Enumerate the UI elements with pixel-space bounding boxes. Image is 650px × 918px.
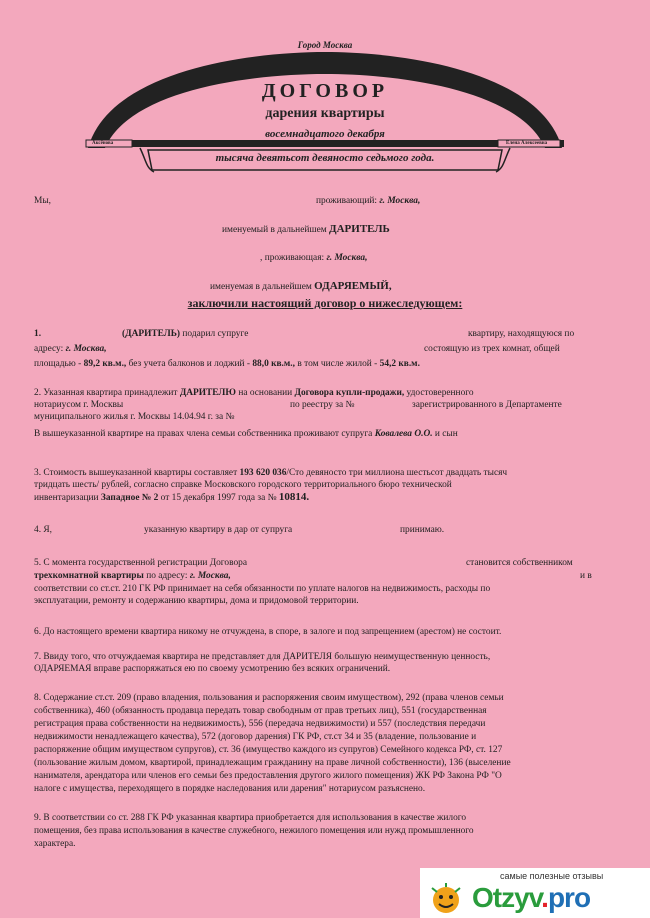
p8-line-3: регистрация права собственности на недвижимость), 556 (передача недвижимости) и 557 (последствия передачи: [34, 719, 486, 729]
residing-label-2: , проживающая:: [260, 253, 325, 263]
residing-city-1: г. Москва,: [379, 196, 421, 206]
p5-apartment: трехкомнатной квартиры: [34, 571, 144, 581]
named-prefix-1: именуемый в дальнейшем: [222, 225, 327, 235]
residing-label-1: проживающий:: [316, 196, 377, 206]
p8-line-1: 8. Содержание ст.ст. 209 (право владения, пользования и распоряжения своим имуществом), 292 (права членов семьи: [34, 693, 504, 703]
p2-text-c1: муниципального жилья г. Москвы 14.04.94 г. за №: [34, 412, 235, 422]
otzyv-watermark[interactable]: [420, 868, 650, 918]
p1-line-1: [34, 328, 41, 340]
p5-line-2: [34, 570, 231, 582]
p8-line-2: собственника), 460 (обязанность продавца передать товар свободным от прав третьих лиц), 551 (государственная: [34, 706, 487, 716]
p2-donor: ДАРИТЕЛЮ: [179, 388, 236, 398]
watermark-brand-dot: .: [541, 882, 548, 913]
p2-spouse-name: Ковалева О.О.: [374, 429, 433, 439]
p3-line-1: [34, 467, 507, 479]
document-subtitle: дарения квартиры: [265, 106, 385, 121]
p1-donor: (ДАРИТЕЛЬ): [122, 329, 181, 339]
p9-line-3: характера.: [34, 839, 76, 849]
watermark-tagline: самые полезные отзывы: [500, 871, 604, 881]
date-line-2: тысяча девятьсот девяносто седьмого года.: [215, 152, 435, 164]
named-donor: ДАРИТЕЛЬ: [329, 223, 390, 235]
caption-right: Елена Алексеевна: [506, 141, 548, 146]
p2-text-b3: зарегистрированного в Департаменте: [412, 400, 562, 410]
p5-text-a1: 5. С момента государственной регистрации Договора: [34, 558, 248, 568]
p2-text-d3: и сын: [434, 429, 458, 439]
p1-number: 1.: [34, 329, 42, 339]
p2-text-d1: В вышеуказанной квартире на правах члена семьи собственника проживают супруга: [34, 429, 373, 439]
parties-named-1: [222, 223, 390, 236]
parties-residing-2: [260, 252, 367, 264]
watermark-mascot-icon: [424, 882, 468, 916]
p1-area-living: 54,2 кв.м.: [379, 359, 420, 369]
p2-contract: Договора купли-продажи,: [294, 388, 405, 398]
p3-text-c3: от 15 декабря 1997 года за №: [160, 493, 277, 503]
parties-we: Мы,: [34, 196, 51, 206]
p8-line-7: нанимателя, арендатора или членов его семьи без предоставления другого жилого помещения) ЖК РФ Закона РФ "О: [34, 771, 502, 781]
p1-area-no-balcony: 88,0 кв.м.,: [252, 359, 295, 369]
p7-text-b1: ОДАРЯЕМАЯ вправе распоряжаться ею по своему усмотрению без всяких ограничений.: [34, 664, 391, 674]
p4-text-a3: принимаю.: [400, 525, 445, 535]
p3-line-3: [34, 491, 309, 504]
p3-text-c1: инвентаризации: [34, 493, 99, 503]
watermark-brand-pro: pro: [547, 882, 591, 913]
p9-line-2: помещения, без права использования в качестве служебного, нежилого помещения или нужд промышленного: [34, 826, 474, 836]
p3-bureau: Западное № 2: [100, 493, 159, 503]
p2-text-b2: по реестру за №: [290, 400, 355, 410]
p1-address: г. Москва,: [65, 344, 107, 354]
p2-line-4: [34, 428, 458, 440]
agreement-heading: заключили настоящий договор о нижеследующем:: [187, 296, 463, 310]
p5-text-d1: эксплуатации, ремонту и содержанию квартиры, дома и придомовой территории.: [34, 596, 359, 606]
p6-text: 6. До настоящего времени квартира никому не отчуждена, в споре, в залоге и под запрещением (арестом) не состоит.: [34, 627, 502, 637]
parties-named-2: [210, 280, 392, 293]
p5-text-a2: становится собственником: [466, 558, 573, 568]
p1-text-b3: состоящую из трех комнат, общей: [424, 344, 560, 354]
p1-line-1b: [122, 328, 248, 340]
p7-text-a1: 7. Ввиду того, что отчуждаемая квартира не представляет для ДАРИТЕЛЯ большую неимущественную ценность,: [34, 652, 491, 662]
p1-text-a2: квартиру, находящуюся по: [468, 329, 575, 339]
header-bar: [86, 140, 564, 147]
watermark-brand: [472, 882, 590, 914]
p1-text-b1: адресу:: [34, 344, 64, 354]
p5-text-b4: и в: [580, 571, 592, 581]
p1-text-a1: подарил супруге: [182, 329, 249, 339]
caption-left: Аксёнова: [92, 141, 114, 146]
parties-residing-1: [316, 195, 420, 207]
named-recipient: ОДАРЯЕМЫЙ,: [314, 280, 392, 292]
p2-line-1: [34, 387, 474, 399]
p1-text-c3: без учета балконов и лоджий -: [128, 359, 250, 369]
p5-address: г. Москва,: [189, 571, 231, 581]
p1-line-3: [34, 358, 420, 370]
p4-text-a1: 4. Я,: [34, 525, 52, 535]
watermark-brand-main: Otzyv: [472, 882, 542, 913]
p1-line-2: [34, 343, 107, 355]
p3-cert-number: 10814.: [278, 491, 310, 503]
p2-text-a3: на основании: [238, 388, 293, 398]
p3-text-a1: 3. Стоимость вышеуказанной квартиры составляет: [34, 468, 238, 478]
p2-text-a1: 2. Указанная квартира принадлежит: [34, 388, 178, 398]
p5-text-c1: соответствии со ст.ст. 210 ГК РФ принимает на себя обязанности по уплате налогов на недвижимость, расходы по: [34, 584, 491, 594]
p4-text-a2: указанную квартиру в дар от супруга: [144, 525, 293, 535]
residing-city-2: г. Москва,: [326, 253, 368, 263]
p2-text-b1: нотариусом г. Москвы: [34, 400, 124, 410]
named-prefix-2: именуемая в дальнейшем: [210, 282, 312, 292]
p1-text-c1: площадью -: [34, 359, 82, 369]
header-city: Город Москва: [297, 40, 353, 50]
p2-text-a5: удостоверенного: [406, 388, 474, 398]
p5-text-b2: по адресу:: [146, 571, 188, 581]
p1-text-c5: в том числе жилой -: [297, 359, 378, 369]
p9-line-1: 9. В соответствии со ст. 288 ГК РФ указанная квартира приобретается для использования в качестве жилого: [34, 813, 467, 823]
p8-line-8: налоге с имущества, переходящего в порядке наследования или дарения" нотариусом разъяснено.: [34, 784, 426, 794]
p1-area-total: 89,2 кв.м.,: [83, 359, 127, 369]
p3-amount: 193 620 036: [239, 468, 287, 478]
p8-line-4: недвижимости ненадлежащего качества), 572 (договор дарения) ГК РФ, ст.ст 34 и 35 (владение, пользование и: [34, 732, 477, 742]
p8-line-5: распоряжение общим имуществом супругов), ст. 36 (имущество каждого из супругов) Семейного кодекса РФ, ст. 127: [34, 745, 503, 755]
p3-text-b1: тридцать шесть/ рублей, согласно справке Московского городского территориального бюро технической: [34, 480, 452, 490]
date-line-1: восемнадцатого декабря: [265, 128, 385, 140]
document-title: ДОГОВОР: [261, 80, 389, 102]
p3-text-a3: /Сто девяносто три миллиона шестьсот двадцать тысяч: [286, 468, 508, 478]
p8-line-6: (пользование жилым домом, квартирой, принадлежащим гражданину на праве личной собственности), 136 (выселение: [34, 758, 511, 768]
